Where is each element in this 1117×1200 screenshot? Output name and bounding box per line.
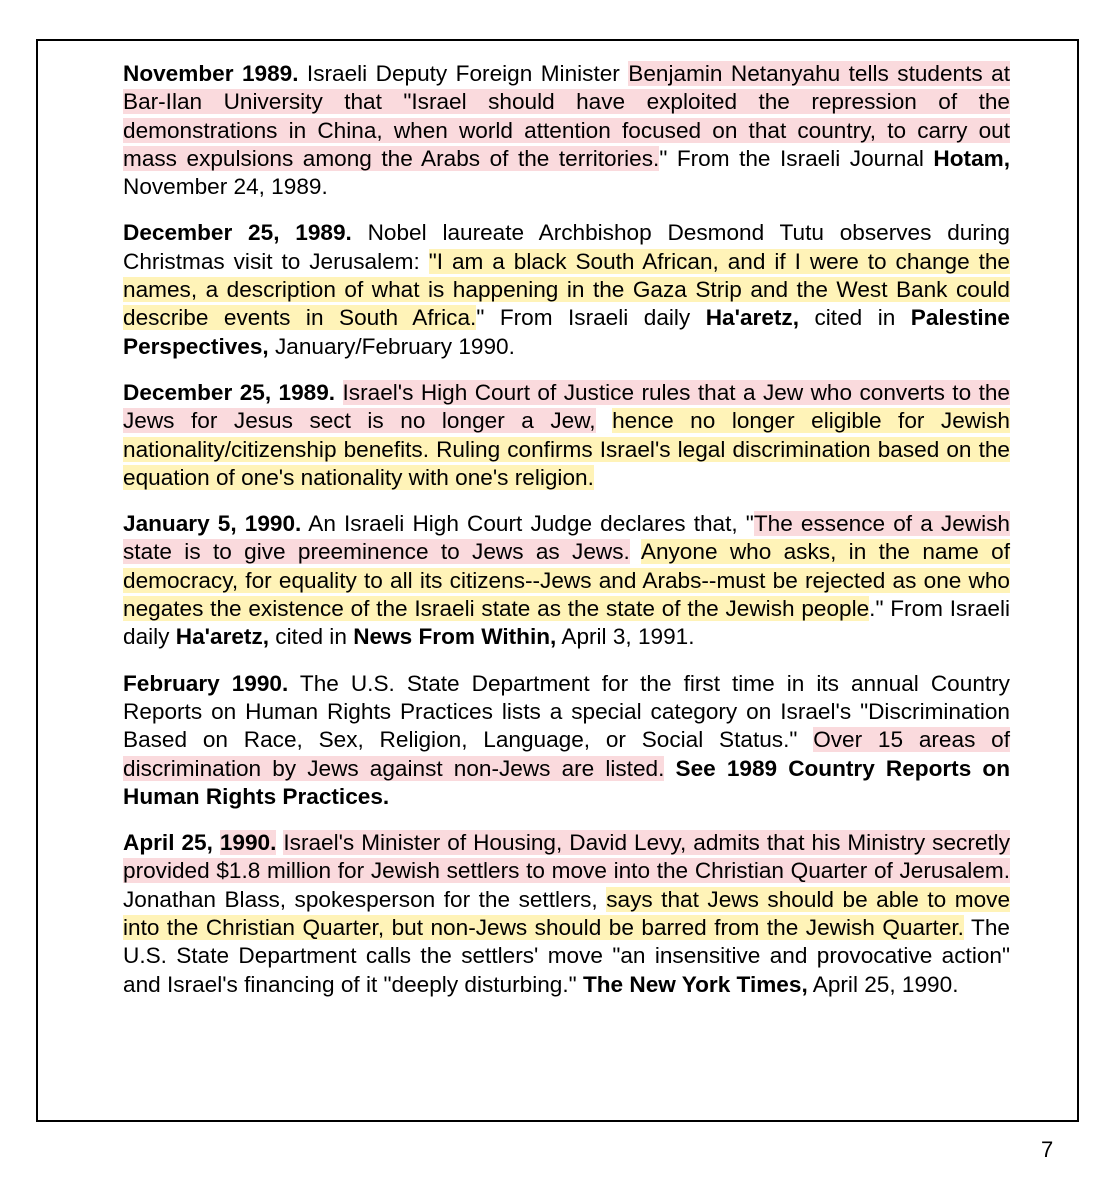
entry-date-pink xyxy=(220,830,277,855)
chronology-entry xyxy=(123,670,1010,811)
entry-text: Nobel laureate Archbishop Desmond Tutu observes during Christmas visit to Jerusalem: xyxy=(123,220,1010,274)
entry-text: The U.S. State Department for the first time in its annual Country Reports on Human Rights Practices lists a special category on Israel's "Discrimination Based on Race, Sex, Religion, Language, or Social Status." xyxy=(123,670,1010,753)
bold-text: Palestine Perspectives, xyxy=(123,305,1010,359)
chronology-entry xyxy=(123,829,1010,999)
bold-text: News From Within, xyxy=(353,624,557,650)
bold-text: Ha'aretz, xyxy=(705,305,799,331)
bold-text: December 25, 1989. xyxy=(123,220,352,246)
entry-text: ." From Israeli daily xyxy=(123,596,1010,650)
entry-date xyxy=(123,380,335,405)
bold-text: December 25, 1989. xyxy=(123,379,336,405)
chronology-entry xyxy=(123,60,1010,201)
bold-text: Hotam, xyxy=(933,145,1010,171)
citation-bold xyxy=(176,624,269,649)
entry-text xyxy=(596,408,613,433)
entry-date xyxy=(123,220,352,245)
bold-text: See 1989 Country Reports on Human Rights Practices. xyxy=(123,755,1010,809)
citation-bold xyxy=(706,305,799,330)
entry-text xyxy=(664,756,675,781)
entry-text: April 25, 1990. xyxy=(807,971,959,997)
entry-date xyxy=(123,511,301,536)
highlighted-text-yellow: Anyone who asks, in the name of democracy, for equality to all its citizens--Jews and Arabs--must be rejected as one who negates the existence of the Israeli state as the state of the Jewish people xyxy=(123,539,1011,622)
chronology-entry xyxy=(123,510,1010,651)
entry-text: January/February 1990. xyxy=(268,333,515,359)
bold-text: January 5, 1990. xyxy=(123,511,302,537)
chronology-entry xyxy=(123,219,1010,360)
citation-bold xyxy=(933,146,1010,171)
bold-text: April 25, xyxy=(123,830,220,856)
bold-text: 1990. xyxy=(219,830,277,856)
page-number: 7 xyxy=(1041,1137,1054,1162)
document-body xyxy=(123,60,1010,1017)
entry-text: Jonathan Blass, spokesperson for the settlers, xyxy=(123,886,607,912)
entry-text: cited in xyxy=(799,305,911,331)
entry-text: cited in xyxy=(269,624,354,650)
highlighted-text-pink: Benjamin Netanyahu tells students at Bar-Ilan University that "Israel should have exploited the repression of the demonstrations in China, when world attention focused on that country, to carry out mass expulsions among the Arabs of the territories. xyxy=(123,61,1010,171)
highlighted-text-pink: Israel's Minister of Housing, David Levy, admits that his Ministry secretly provided $1.8 million for Jewish settlers to move into the Christian Quarter of Jerusalem. xyxy=(123,830,1010,884)
bold-text: November 1989. xyxy=(123,61,299,86)
highlighted-text-pink: Israel's High Court of Justice rules that a Jew who converts to the Jews for Jesus sect is no longer a Jew, xyxy=(123,379,1010,434)
entry-date xyxy=(123,61,298,86)
highlighted-text-yellow: says that Jews should be able to move into the Christian Quarter, but non-Jews should be barred from the Jewish Quarter. xyxy=(123,886,1011,941)
bold-text: Ha'aretz, xyxy=(175,624,270,650)
highlighted-text-pink: The essence of a Jewish state is to give preeminence to Jews as Jews. xyxy=(123,511,1010,565)
entry-text: An Israeli High Court Judge declares that, " xyxy=(301,511,754,537)
entry-date xyxy=(123,671,288,696)
entry-text: The U.S. State Department calls the settlers' move "an insensitive and provocative action" and Israel's financing of it "deeply disturbing." xyxy=(123,915,1010,997)
entry-text: Israeli Deputy Foreign Minister xyxy=(298,61,629,86)
highlighted-text-yellow: hence no longer eligible for Jewish nationality/citizenship benefits. Ruling confirms Israel's legal discrimination based on the equation of one's nationality with one's religion. xyxy=(123,408,1010,490)
entry-text xyxy=(630,539,641,564)
entry-text xyxy=(335,380,342,405)
bold-text: February 1990. xyxy=(123,670,289,696)
bold-text: The New York Times, xyxy=(582,971,808,997)
entry-date xyxy=(123,830,220,855)
highlighted-text-pink: Over 15 areas of discrimination by Jews against non-Jews are listed. xyxy=(123,727,1010,781)
highlighted-text-yellow: "I am a black South African, and if I were to change the names, a description of what is happening in the Gaza Strip and the West Bank could describe events in South Africa. xyxy=(123,248,1010,331)
citation-bold xyxy=(583,972,808,997)
entry-text: April 3, 1991. xyxy=(556,624,695,650)
entry-text: " From Israeli daily xyxy=(476,305,706,331)
citation-bold xyxy=(353,624,556,649)
chronology-entry xyxy=(123,379,1010,492)
entry-text: " From the Israeli Journal xyxy=(659,145,934,171)
entry-text: November 24, 1989. xyxy=(123,174,328,200)
